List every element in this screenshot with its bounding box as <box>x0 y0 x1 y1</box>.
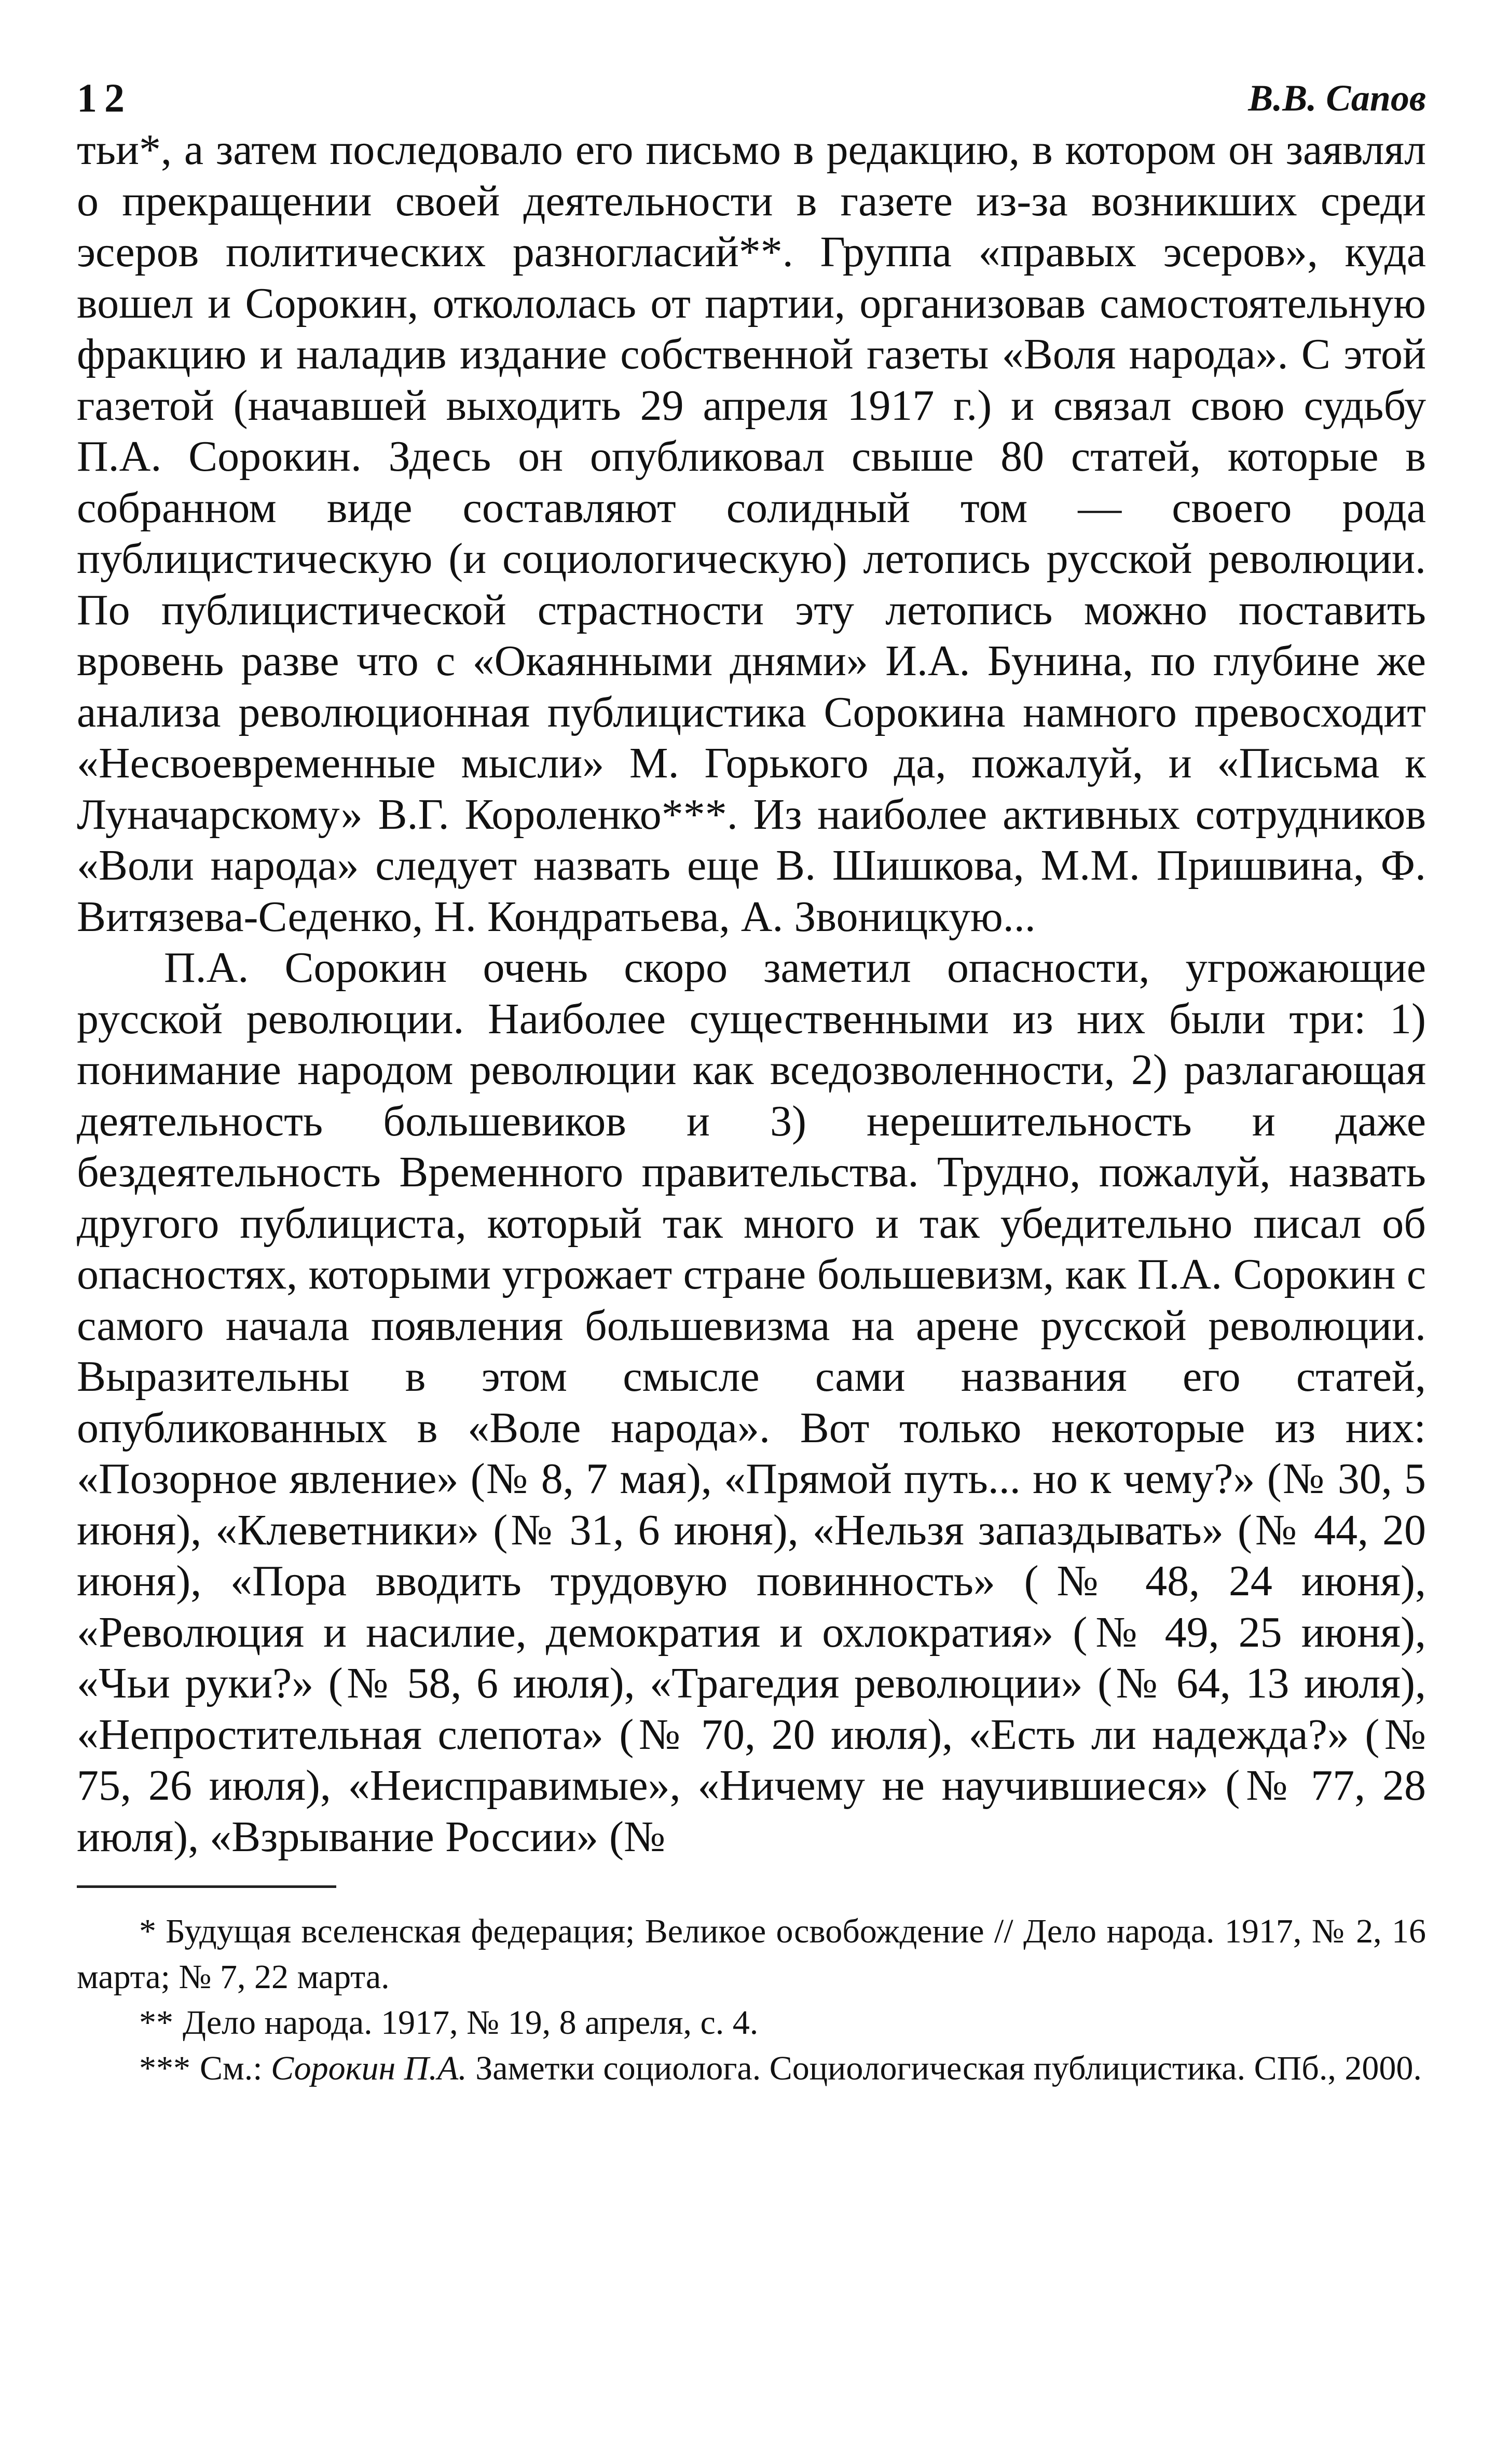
paragraph: тьи*, а затем последовало его письмо в редакцию, в котором он заявлял о прекращении своей деятельности в газете из-за возникших среди эсеров политических разногласий**. Группа «правых эсеров», куда вошел и Сорокин, откололась от партии, организовав самостоятельную фракцию и наладив издание собственной газеты «Воля народа». С этой газетой (начавшей выходить 29 апреля 1917 г.) и связал свою судьбу П.А. Сорокин. Здесь он опубликовал свыше 80 статей, которые в собранном виде составляют солидный том — своего рода публицистическую (и социологическую) летопись русской революции. По публицистической страстности эту летопись можно поставить вровень разве что с «Окаянными днями» И.А. Бунина, по глубине же анализа революционная публицистика Сорокина намного превосходит «Несвоевременные мысли» М. Горького да, пожалуй, и «Письма к Луначарскому» В.Г. Короленко***. Из наиболее активных сотрудников «Воли народа» следует назвать еще В. Шишкова, М.М. Пришвина, Ф. Витязева-Седенко, Н. Кондратьева, А. Звоницкую... <box>77 126 1426 941</box>
footnote-text: Заметки социолога. Социологическая публицистика. СПб., 2000. <box>475 2049 1422 2087</box>
footnote-author: Сорокин П.А. <box>271 2049 467 2087</box>
footnotes <box>77 1909 1426 2091</box>
paragraph: П.А. Сорокин очень скоро заметил опасности, угрожающие русской революции. Наиболее существенными из них были три: 1) понимание народом революции как вседозволенности, 2) разлагающая деятельность большевиков и 3) нерешительность и даже бездеятельность Временного правительства. Трудно, пожалуй, назвать другого публициста, который так много и так убедительно писал об опасностях, которыми угрожает стране большевизм, как П.А. Сорокин с самого начала появления большевизма на арене русской революции. Выразительны в этом смысле сами названия его статей, опубликованных в «Воле народа». Вот только некоторые из них: «Позорное явление» (№ 8, 7 мая), «Прямой путь... но к чему?» (№ 30, 5 июня), «Клеветники» (№ 31, 6 июня), «Нельзя запаздывать» (№ 44, 20 июня), «Пора вводить трудовую повинность» (№ 48, 24 июня), «Революция и насилие, демократия и охлократия» (№ 49, 25 июня), «Чьи руки?» (№ 58, 6 июля), «Трагедия революции» (№ 64, 13 июля), «Непростительная слепота» (№ 70, 20 июля), «Есть ли надежда?» (№ 75, 26 июля), «Неисправимые», «Ничему не научившиеся» (№ 77, 28 июля), «Взрывание России» (№ <box>77 943 1426 1861</box>
footnote <box>77 2000 1426 2046</box>
footnote-marker: *** <box>139 2049 190 2087</box>
footnote <box>77 2046 1426 2091</box>
running-head <box>77 62 1426 125</box>
footnote-marker: ** <box>139 2004 173 2042</box>
footnote-text: Дело народа. 1917, № 19, 8 апреля, с. 4. <box>183 2004 759 2042</box>
page-number: 12 <box>77 75 132 120</box>
footnote-prefix: См.: <box>200 2049 263 2087</box>
footnote-divider <box>77 1885 336 1888</box>
footnote-text: Будущая вселенская федерация; Великое освобождение // Дело народа. 1917, № 2, 16 марта; № 7, 22 марта. <box>77 1912 1426 1996</box>
book-page <box>77 62 1426 2091</box>
footnote-marker: * <box>139 1912 156 1950</box>
main-text <box>77 125 1426 1863</box>
running-author: В.В. Сапов <box>1248 77 1426 119</box>
footnote <box>77 1909 1426 2000</box>
